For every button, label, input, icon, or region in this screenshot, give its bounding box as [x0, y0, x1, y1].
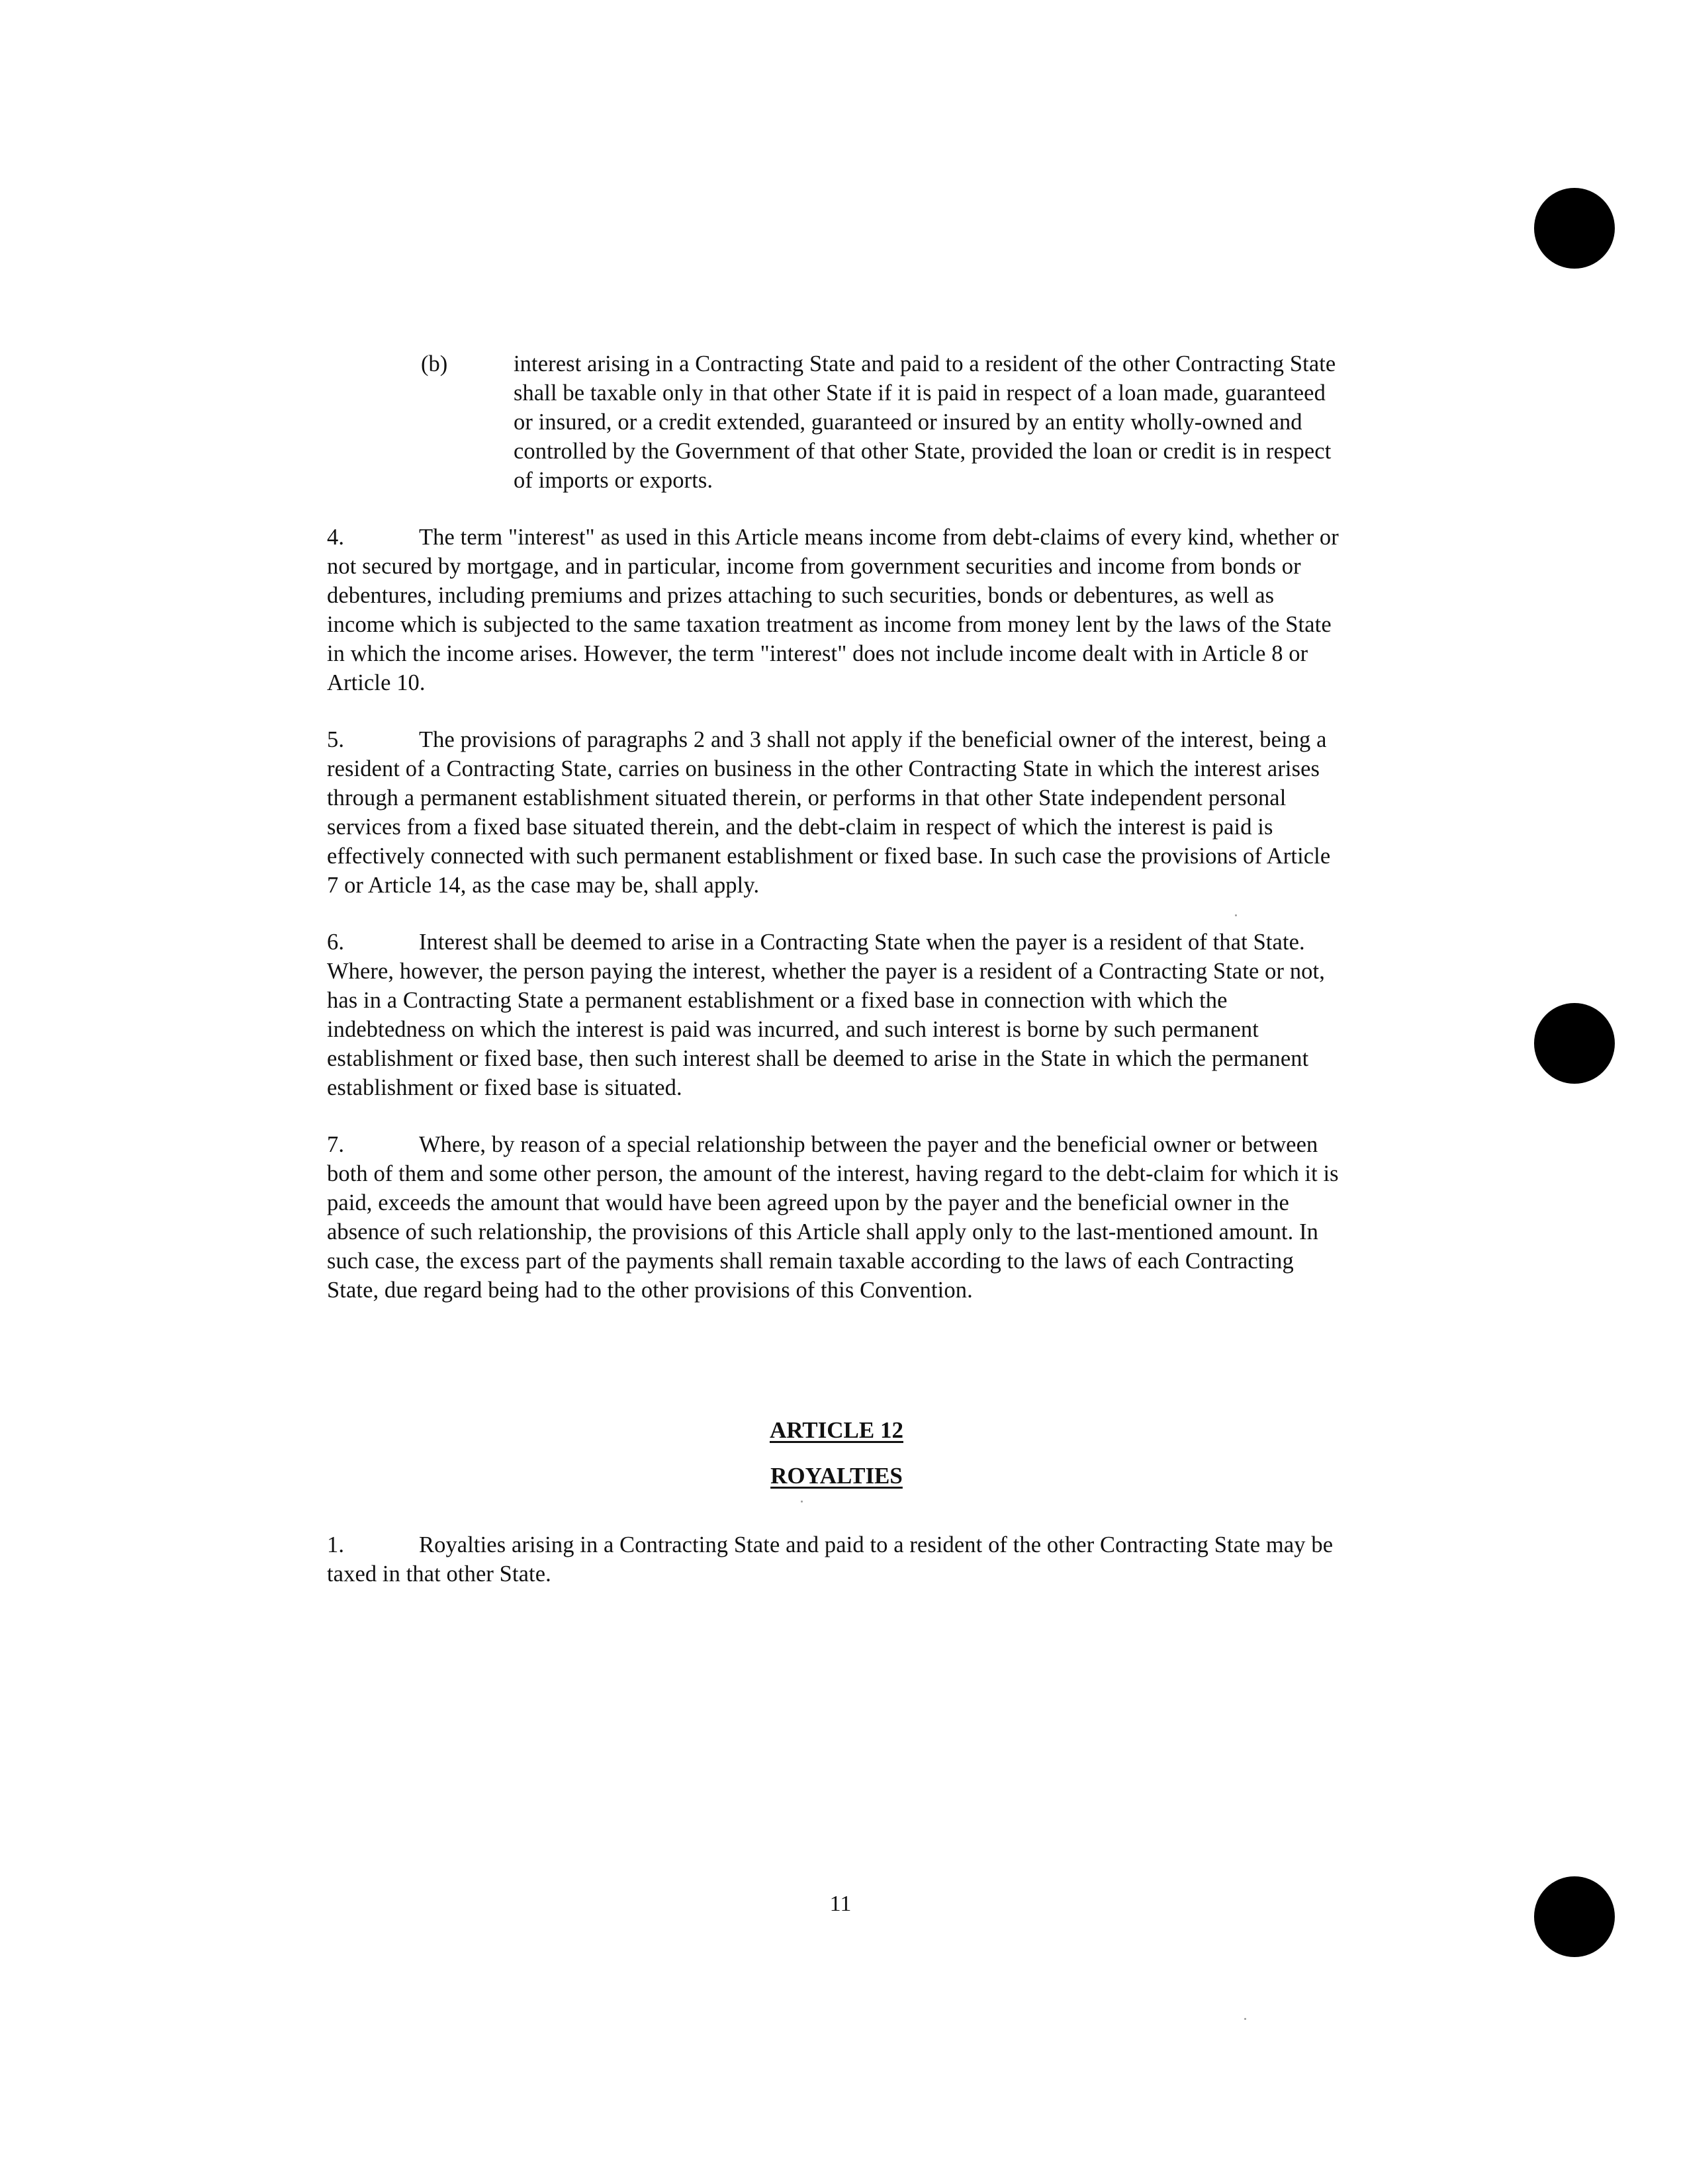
article-heading: ARTICLE 12	[769, 1417, 903, 1443]
paragraph-number: 5.	[327, 727, 345, 752]
paragraph-text: Royalties arising in a Contracting State and paid to a resident of the other Contracting State may be taxed in that other State.	[327, 1532, 1334, 1587]
punch-hole-bottom	[1534, 1876, 1615, 1957]
paragraph-text: The provisions of paragraphs 2 and 3 shall not apply if the beneficial owner of the interest, being a resident of a Contracting State, carries on business in the other Contracting State in which the interest arises through a permanent establishment situated therein, or performs in that other State independent personal services from a fixed base situated therein, and the debt-claim in respect of which the interest is paid is effectively connected with such permanent establishment or fixed base. In such case the provisions of Article 7 or Article 14, as the case may be, shall apply.	[327, 727, 1331, 898]
paragraph-5	[327, 725, 1346, 900]
paragraph-number: 7.	[327, 1132, 345, 1157]
paragraph-number: 6.	[327, 930, 345, 955]
scan-speck	[801, 1501, 803, 1503]
paragraph-number: 1.	[327, 1532, 345, 1557]
punch-hole-middle	[1534, 1003, 1615, 1084]
scan-speck	[1244, 2018, 1246, 2020]
paragraph-6	[327, 928, 1346, 1102]
royalties-paragraph-1	[327, 1530, 1346, 1589]
paragraph-text: Where, by reason of a special relationship between the payer and the beneficial owner or between both of them and some other person, the amount of the interest, having regard to the debt-claim for which it is paid, exceeds the amount that would have been agreed upon by the payer and the beneficial owner in the absence of such relationship, the provisions of this Article shall apply only to the last-mentioned amount. In such case, the excess part of the payments shall remain taxable according to the laws of each Contracting State, due regard being had to the other provisions of this Convention.	[327, 1132, 1339, 1303]
paragraph-4	[327, 523, 1346, 697]
punch-hole-top	[1534, 188, 1615, 269]
paragraph-number: 4.	[327, 525, 345, 550]
paragraph-text: The term "interest" as used in this Article means income from debt-claims of every kind, whether or not secured by mortgage, and in particular, income from government securities and income from bonds or debentures, including premiums and prizes attaching to such securities, bonds or debentures, as well as income which is subjected to the same taxation treatment as income from money lent by the laws of the State in which the income arises. However, the term "interest" does not include income dealt with in Article 8 or Article 10.	[327, 525, 1339, 695]
article-title: ROYALTIES	[770, 1463, 903, 1489]
scan-speck	[1235, 914, 1237, 916]
subparagraph-b-text: interest arising in a Contracting State and paid to a resident of the other Contracting State shall be taxable only in that other State if it is paid in respect of a loan made, guaranteed or insured, or a credit extended, guaranteed or insured by an entity wholly-owned and controlled by the Government of that other State, provided the loan or credit is in respect of imports or exports.	[514, 351, 1336, 493]
subparagraph-marker: (b)	[421, 351, 448, 376]
page-number: 11	[829, 1892, 852, 1916]
paragraph-text: Interest shall be deemed to arise in a Contracting State when the payer is a resident of that State. Where, however, the person paying the interest, whether the payer is a resident of a Contracting State or not, has in a Contracting State a permanent establishment or a fixed base in connection with which the indebtedness on which the interest is paid was incurred, and such interest is borne by such permanent establishment or fixed base, then such interest shall be deemed to arise in the State in which the permanent establishment or fixed base is situated.	[327, 930, 1325, 1100]
paragraph-7	[327, 1130, 1346, 1305]
